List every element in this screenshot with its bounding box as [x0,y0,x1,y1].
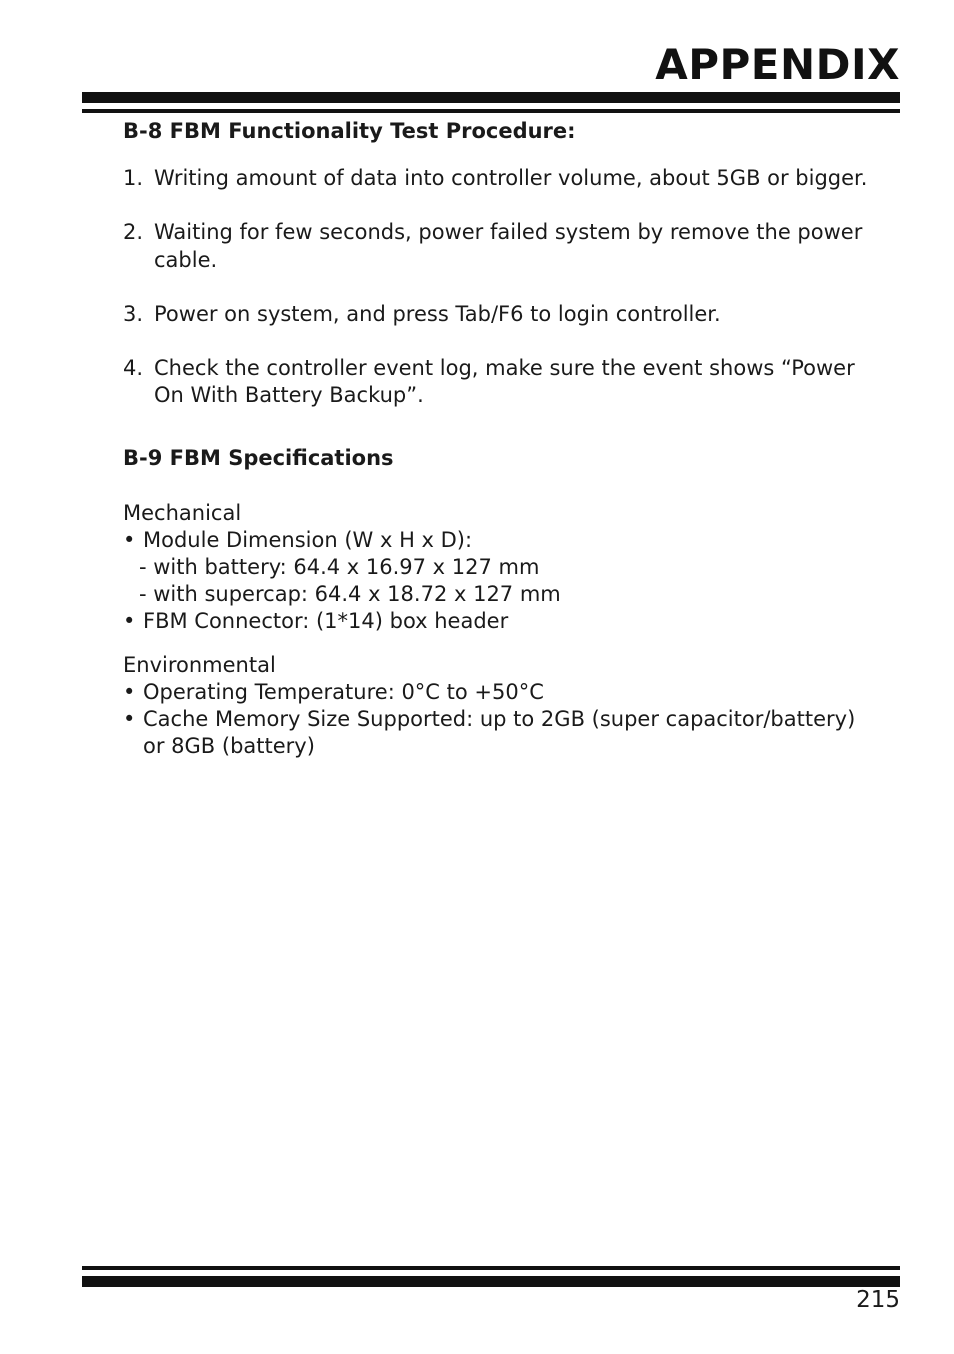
fbm-connector: FBM Connector: (1*14) box header [143,609,509,634]
environmental-label: Environmental [123,652,276,677]
page-title: APPENDIX [655,40,900,89]
operating-temperature: Operating Temperature: 0°C to +50°C [143,679,544,704]
bullet-mark: • [123,707,136,732]
mechanical-label: Mechanical [123,500,242,525]
procedure-step [123,219,883,273]
header-rule-thin [82,109,900,113]
bullet-mark: • [123,679,136,704]
procedure-step [123,301,883,328]
page-body [123,118,883,760]
bullet-mark: • [123,527,136,552]
cache-memory-size: Cache Memory Size Supported: up to 2GB (super capacitor/battery) or 8GB (battery) [143,707,856,759]
header-rule-thick [82,92,900,103]
bullet-mark: • [123,609,136,634]
step-text: Check the controller event log, make sure the event shows “Power On With Battery Backup”. [154,356,855,408]
section-heading-b8: B-8 FBM Functionality Test Procedure: [123,119,576,143]
step-text: Power on system, and press Tab/F6 to login controller. [154,301,721,326]
procedure-step [123,355,883,409]
list-item [123,679,883,706]
step-number: 4. [123,356,144,381]
footer-rule-thin [82,1266,900,1270]
page-number: 215 [856,1287,900,1313]
list-item [123,527,883,554]
step-text: Writing amount of data into controller volume, about 5GB or bigger. [154,166,868,191]
step-number: 1. [123,166,144,191]
list-item [123,608,883,635]
list-item [123,706,883,760]
step-text: Waiting for few seconds, power failed system by remove the power cable. [154,220,863,272]
dimension-with-battery: - with battery: 64.4 x 16.97 x 127 mm [139,555,540,580]
footer-rule-thick [82,1276,900,1287]
module-dimension: Module Dimension (W x H x D): [143,527,473,552]
step-number: 2. [123,220,144,245]
step-number: 3. [123,301,144,326]
procedure-step [123,165,883,192]
dimension-with-supercap: - with supercap: 64.4 x 18.72 x 127 mm [139,582,561,607]
section-heading-b9: B-9 FBM Specifications [123,446,394,471]
